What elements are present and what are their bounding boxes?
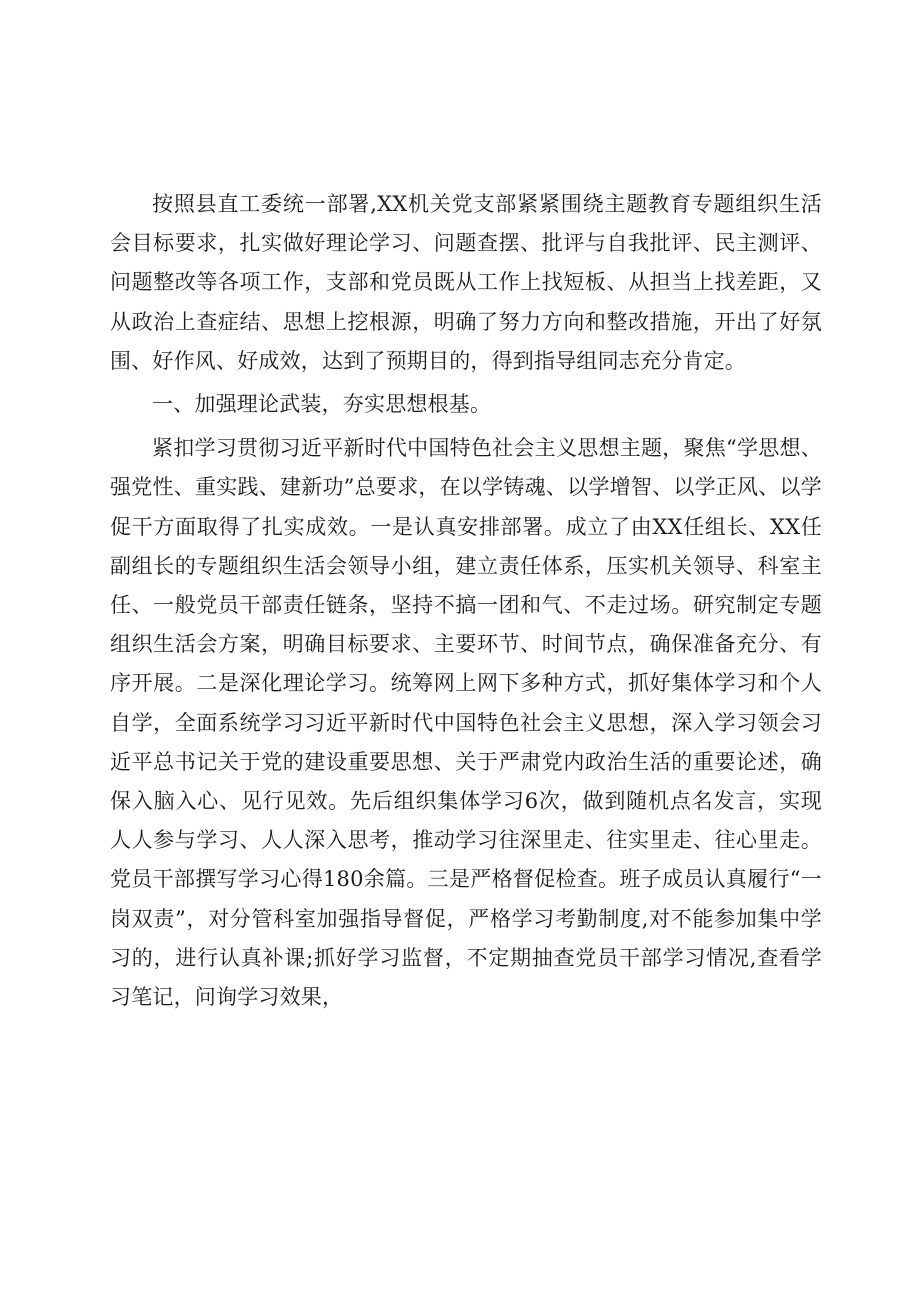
section-heading: 一、加强理论武装，夯实思想根基。 — [152, 392, 492, 417]
body-paragraph: 紧扣学习贯彻习近平新时代中国特色社会主义思想主题，聚焦“学思想、强党性、重实践、建新功”总要求，在以学铸魂、以学增智、以学正风、以学促干方面取得了扎实成效。一是认真安排部署。成立了由XX任组长、XX任副组长的专题组织生活会领导小组，建立责任体系，压实机关领导、科室主任、一般党员干部责任链条，坚持不搞一团和气、不走过场。研究制定专题组织生活会方案，明确目标要求、主要环节、时间节点，确保准备充分、有序开展。二是深化理论学习。统筹网上网下多种方式，抓好集体学习和个人自学，全面系统学习习近平新时代中国特色社会主义思想，深入学习领会习近平总书记关于党的建设重要思想、关于严肃党内政治生活的重要论述，确保入脑入心、见行见效。先后组织集体学习6次，做到随机点名发言，实现人人参与学习、人人深入思考，推动学习往深里走、往实里走、往心里走。党员干部撰写学习心得180余篇。三是严格督促检查。班子成员认真履行“一岗双责”，对分管科室加强指导督促，严格学习考勤制度,对不能参加集中学习的，进行认真补课;抓好学习监督，不定期抽查党员干部学习情况,查看学习笔记，问询学习效果， — [110, 436, 822, 1010]
intro-paragraph: 按照县直工委统一部署,XX机关党支部紧紧围绕主题教育专题组织生活会目标要求，扎实做好理论学习、问题查摆、批评与自我批评、民主测评、问题整改等各项工作，支部和党员既从工作上找短板、从担当上找差距，又从政治上查症结、思想上挖根源，明确了努力方向和整改措施，开出了好氛围、好作风、好成效，达到了预期目的，得到指导组同志充分肯定。 — [110, 192, 822, 373]
document-body — [110, 185, 822, 1017]
